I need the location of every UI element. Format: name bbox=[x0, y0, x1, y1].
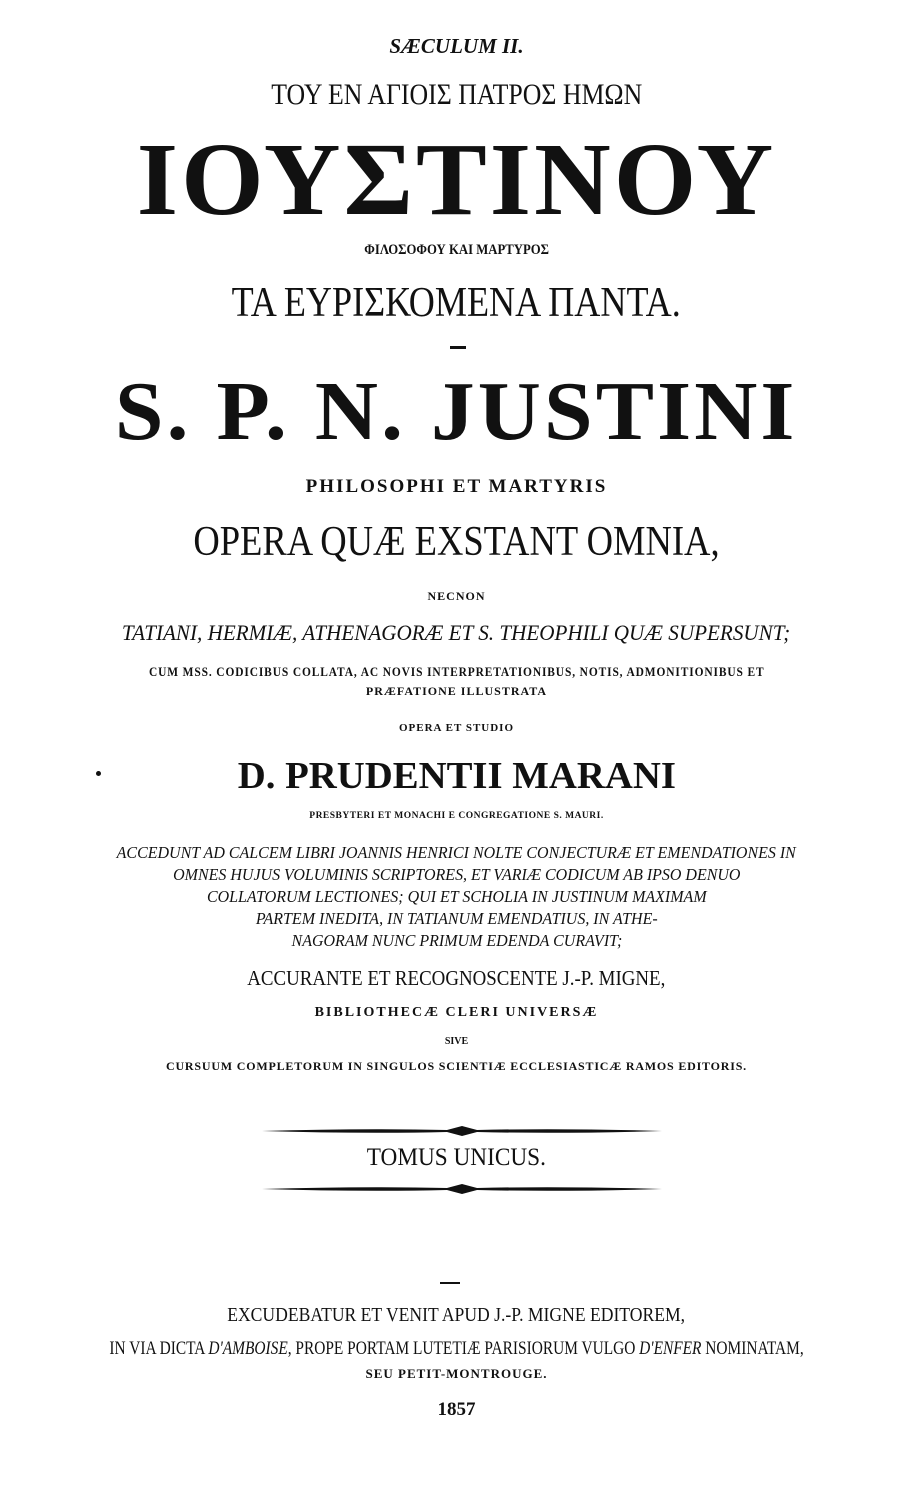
editor-role: PRESBYTERI ET MONACHI E CONGREGATIONE S. MAURI. bbox=[309, 811, 604, 821]
tomus-label: TOMUS UNICUS. bbox=[366, 1144, 547, 1171]
cursuum-line: CURSUUM COMPLETORUM IN SINGULOS SCIENTIÆ ECCLESIASTICÆ RAMOS EDITORIS. bbox=[166, 1059, 747, 1073]
ornamental-rule-bottom bbox=[262, 1182, 662, 1196]
ornamental-rule-top bbox=[262, 1124, 662, 1138]
opera-et-studio: OPERA ET STUDIO bbox=[398, 722, 515, 734]
publication-year: 1857 bbox=[437, 1399, 476, 1420]
latin-subtitle: PHILOSOPHI ET MARTYRIS bbox=[305, 476, 608, 497]
greek-author-name: ΙΟΥΣΤΙΝΟΥ bbox=[136, 122, 777, 237]
accurante-line: ACCURANTE ET RECOGNOSCENTE J.-P. MIGNE, bbox=[247, 966, 666, 990]
accedunt-line-1: ACCEDUNT AD CALCEM LIBRI JOANNIS HENRICI NOLTE CONJECTURÆ ET EMENDATIONES IN bbox=[116, 843, 797, 862]
collation-line-1: CUM MSS. CODICIBUS COLLATA, AC NOVIS INTERPRETATIONIBUS, NOTIS, ADMONITIONIBUS ET bbox=[148, 664, 765, 679]
short-dash bbox=[450, 346, 466, 349]
imprint-line-1: EXCUDEBATUR ET VENIT APUD J.-P. MIGNE EDITOREM, bbox=[227, 1304, 686, 1326]
collation-line-2: PRÆFATIONE ILLUSTRATA bbox=[365, 684, 548, 698]
short-dash-bottom bbox=[440, 1282, 460, 1284]
opera-heading: OPERA QUÆ EXSTANT OMNIA, bbox=[193, 519, 720, 565]
greek-subtitle: ΦΙΛΟΣΟΦΟΥ ΚΑΙ ΜΑΡΤΥΡΟΣ bbox=[364, 242, 549, 258]
accedunt-line-5: NAGORAM NUNC PRIMUM EDENDA CURAVIT; bbox=[291, 931, 622, 950]
necnon-label: NECNON bbox=[427, 589, 486, 603]
greek-work-title: ΤΑ ΕΥΡΙΣΚΟΜΕΝΑ ΠΑΝΤΑ. bbox=[231, 280, 682, 326]
greek-heading: ΤΟΥ ΕΝ ΑΓΙΟΙΣ ΠΑΤΡΟΣ ΗΜΩΝ bbox=[270, 78, 643, 111]
imprint-line-2: IN VIA DICTA D'AMBOISE, PROPE PORTAM LUTETIÆ PARISIORUM VULGO D'ENFER NOMINATAM, bbox=[109, 1338, 804, 1359]
seculum-label: SÆCULUM II. bbox=[389, 34, 524, 58]
editor-name: D. PRUDENTII MARANI bbox=[237, 755, 676, 797]
sive-label: SIVE bbox=[444, 1036, 469, 1047]
latin-author-name: S. P. N. JUSTINI bbox=[115, 365, 798, 458]
accedunt-line-4: PARTEM INEDITA, IN TATIANUM EMENDATIUS, IN ATHE- bbox=[255, 909, 658, 928]
other-authors: TATIANI, HERMIÆ, ATHENAGORÆ ET S. THEOPHILI QUÆ SUPERSUNT; bbox=[122, 620, 791, 645]
accedunt-line-2: OMNES HUJUS VOLUMINIS SCRIPTORES, ET VARIÆ CODICUM AB IPSO DENUO bbox=[172, 865, 741, 884]
accedunt-line-3: COLLATORUM LECTIONES; QUI ET SCHOLIA IN JUSTINUM MAXIMAM bbox=[206, 887, 707, 906]
bibliotheca-line: BIBLIOTHECÆ CLERI UNIVERSÆ bbox=[314, 1005, 599, 1020]
imprint-line-3: SEU PETIT-MONTROUGE. bbox=[365, 1366, 548, 1381]
